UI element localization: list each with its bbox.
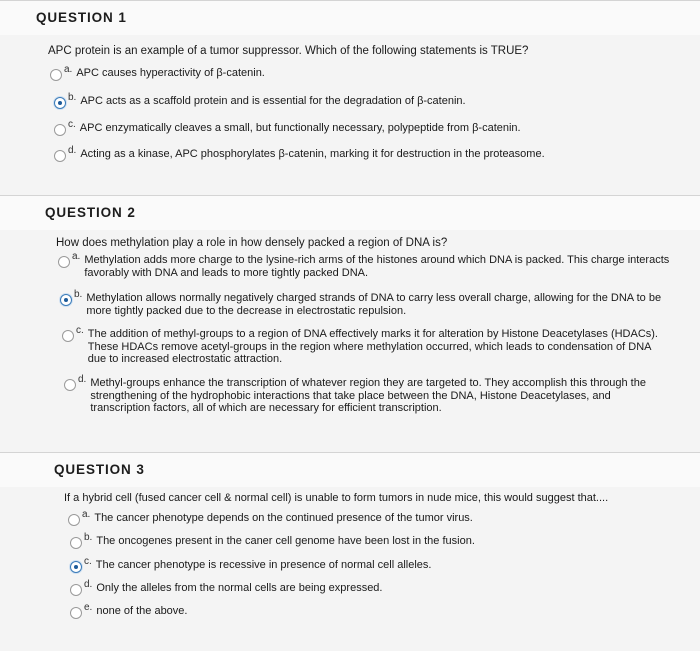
radio-button[interactable] (64, 379, 76, 391)
radio-button-selected[interactable] (60, 294, 72, 306)
radio-button[interactable] (62, 330, 74, 342)
answer-option-a[interactable] (50, 64, 670, 81)
radio-button[interactable] (54, 124, 66, 136)
option-text: The cancer phenotype depends on the continued presence of the tumor virus. (94, 512, 473, 524)
option-text: Only the alleles from the normal cells are being expressed. (96, 582, 383, 594)
option-text: Acting as a kinase, APC phosphorylates β-catenin, marking it for destruction in the proteasome. (80, 148, 545, 160)
option-letter: b. (74, 289, 83, 300)
question-1 (0, 0, 700, 195)
option-letter: a. (72, 251, 81, 262)
question-title: QUESTION 1 (36, 10, 127, 25)
answer-option-c[interactable] (62, 325, 670, 366)
option-text: APC enzymatically cleaves a small, but functionally necessary, polypeptide from β-catenin. (79, 122, 521, 134)
answer-option-d[interactable] (70, 579, 670, 596)
radio-button[interactable] (70, 537, 82, 549)
radio-button[interactable] (50, 69, 62, 81)
answer-option-d[interactable] (64, 374, 670, 415)
question-prompt: How does methylation play a role in how densely packed a region of DNA is? (56, 237, 448, 249)
option-text: APC causes hyperactivity of β-catenin. (76, 67, 265, 79)
question-3 (0, 452, 700, 651)
question-header (0, 0, 700, 36)
option-letter: c. (68, 119, 76, 130)
question-body (0, 35, 700, 195)
question-header (0, 195, 700, 231)
option-text: The oncogenes present in the caner cell genome have been lost in the fusion. (96, 535, 475, 547)
answer-option-e[interactable] (70, 602, 670, 619)
question-title: QUESTION 2 (45, 205, 136, 220)
option-text: The addition of methyl-groups to a region of DNA effectively marks it for alteration by Histone Deacetylases (HDACs). These HDACs remove acetyl-groups in the region where methylation occurred, which leads to condensation of DNA due to increased electrostatic attraction. (87, 328, 658, 365)
option-text: Methylation allows normally negatively charged strands of DNA to carry less overall charge, allowing for the DNA to be more tightly packed due to the decrease in electrostatic repulsion. (86, 292, 662, 317)
radio-button[interactable] (54, 150, 66, 162)
answer-option-b[interactable] (70, 532, 670, 549)
option-letter: c. (76, 325, 84, 336)
option-letter: a. (64, 64, 73, 75)
option-text: The cancer phenotype is recessive in presence of normal cell alleles. (95, 559, 432, 571)
radio-button[interactable] (68, 514, 80, 526)
option-letter: b. (84, 532, 93, 543)
radio-button-selected[interactable] (70, 561, 82, 573)
answer-option-a[interactable] (68, 509, 668, 526)
option-letter: d. (78, 374, 87, 385)
question-body (0, 230, 700, 452)
answer-option-b[interactable] (54, 92, 674, 109)
answer-option-d[interactable] (54, 145, 674, 162)
option-text: Methylation adds more charge to the lysine-rich arms of the histones around which DNA is packed. This charge interacts favorably with DNA and leads to more tightly packed DNA. (84, 254, 670, 279)
option-letter: a. (82, 509, 91, 520)
answer-option-c[interactable] (54, 119, 674, 136)
radio-button[interactable] (58, 256, 70, 268)
option-letter: e. (84, 602, 93, 613)
question-header (0, 452, 700, 488)
radio-button[interactable] (70, 607, 82, 619)
option-text: Methyl-groups enhance the transcription of whatever region they are targeted to. They accomplish this through the strengthening of the hydrophobic interactions that take place between the DNA, Histone Deacetylases, and transcription factors, all of which are necessary for efficient transcription. (90, 377, 646, 414)
option-letter: d. (68, 145, 77, 156)
answer-option-a[interactable] (58, 251, 670, 279)
question-title: QUESTION 3 (54, 462, 145, 477)
radio-button[interactable] (70, 584, 82, 596)
question-body (0, 487, 700, 651)
option-letter: c. (84, 556, 92, 567)
question-2 (0, 195, 700, 452)
option-text: APC acts as a scaffold protein and is essential for the degradation of β-catenin. (80, 95, 466, 107)
question-prompt: If a hybrid cell (fused cancer cell & normal cell) is unable to form tumors in nude mice, this would suggest that.... (64, 492, 609, 504)
answer-option-c[interactable] (70, 556, 670, 573)
question-prompt: APC protein is an example of a tumor suppressor. Which of the following statements is TRUE? (48, 45, 529, 57)
option-letter: b. (68, 92, 77, 103)
radio-button-selected[interactable] (54, 97, 66, 109)
option-text: none of the above. (96, 605, 188, 617)
answer-option-b[interactable] (60, 289, 670, 317)
option-letter: d. (84, 579, 93, 590)
